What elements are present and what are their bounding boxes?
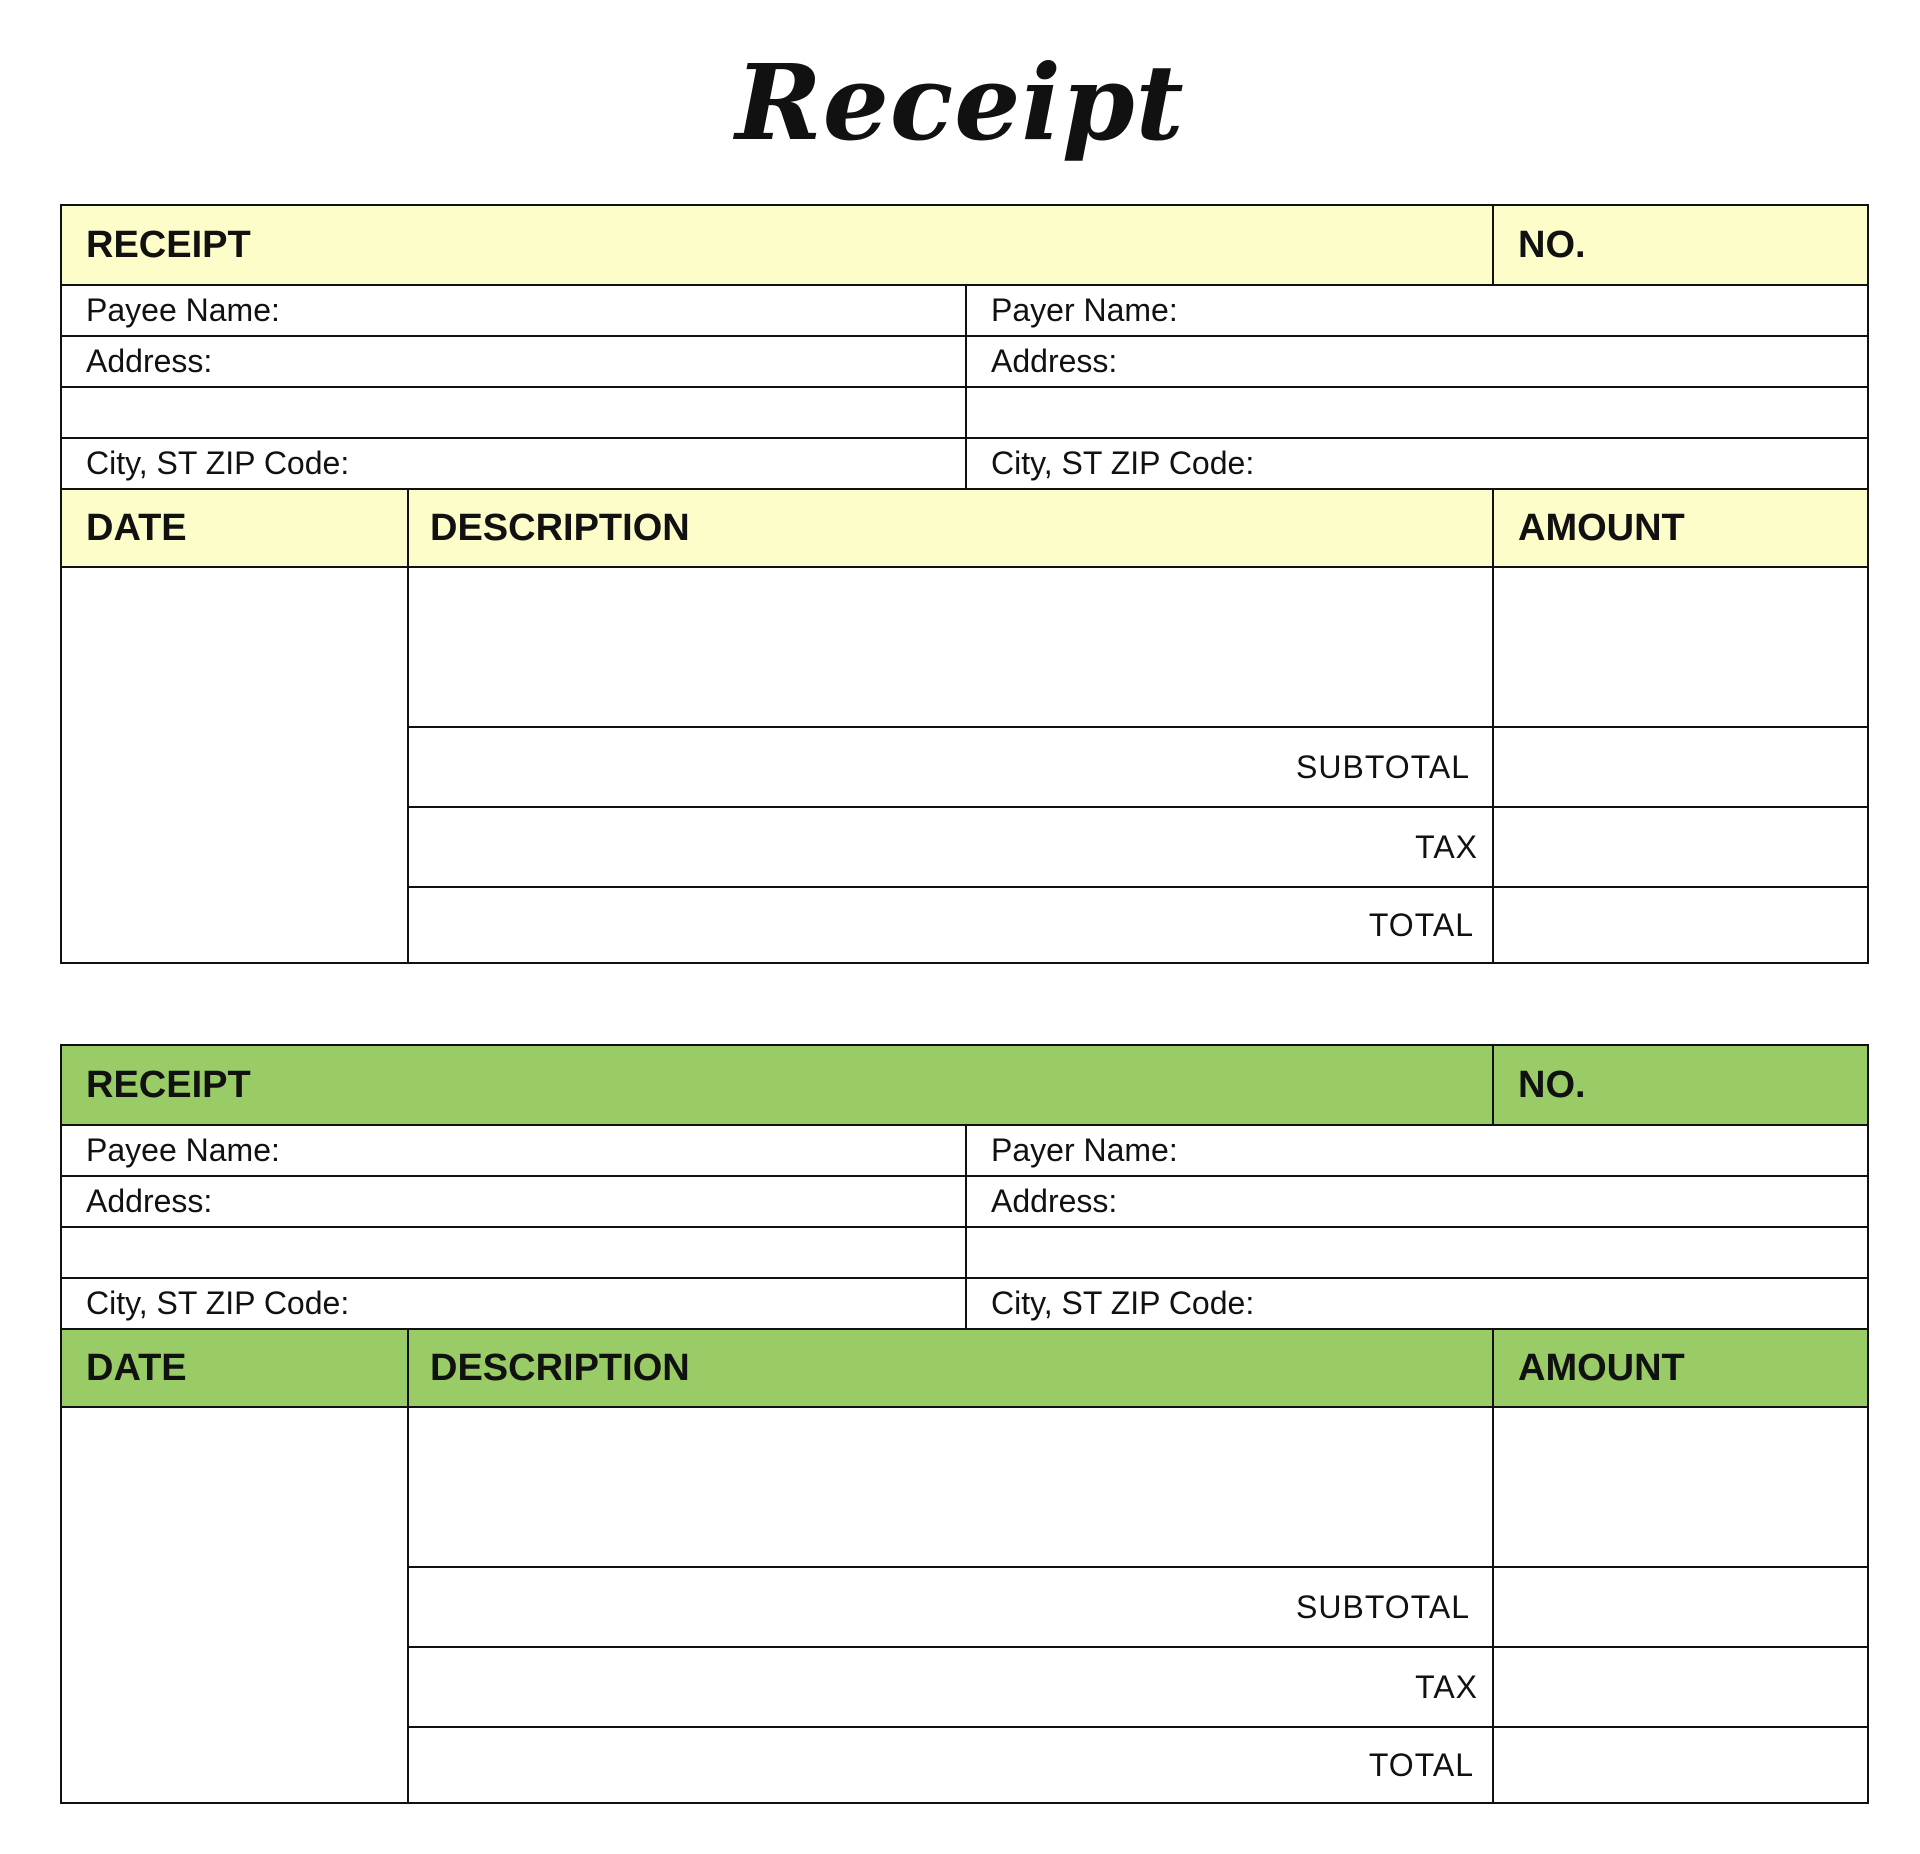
payer-name-field[interactable]: Payer Name: (991, 292, 1178, 328)
total-amount-cell[interactable] (1494, 888, 1867, 962)
payee-city-field[interactable]: City, ST ZIP Code: (86, 1285, 350, 1321)
payee-address-field[interactable]: Address: (86, 343, 213, 379)
date-cell[interactable] (62, 568, 407, 962)
receipt-label: RECEIPT (86, 223, 251, 266)
payer-address-field[interactable]: Address: (991, 1183, 1118, 1219)
total-amount-cell[interactable] (1494, 1728, 1867, 1802)
receipt-number-label: NO. (1518, 223, 1586, 266)
tax-label: TAX (1415, 1668, 1478, 1705)
payee-city-field[interactable]: City, ST ZIP Code: (86, 445, 350, 481)
payer-address-field[interactable]: Address: (991, 343, 1118, 379)
date-cell[interactable] (62, 1408, 407, 1802)
payer-address-line-2[interactable] (967, 388, 1867, 437)
description-cell[interactable] (409, 1408, 1492, 1566)
tax-amount-cell[interactable] (1494, 808, 1867, 886)
amount-column-header: AMOUNT (1518, 506, 1685, 549)
amount-column-header: AMOUNT (1518, 1346, 1685, 1389)
amount-cell[interactable] (1494, 568, 1867, 726)
payee-name-field[interactable]: Payee Name: (86, 292, 280, 328)
description-column-header: DESCRIPTION (430, 506, 690, 549)
payee-address-field[interactable]: Address: (86, 1183, 213, 1219)
description-column-header: DESCRIPTION (430, 1346, 690, 1389)
payer-name-field[interactable]: Payer Name: (991, 1132, 1178, 1168)
receipt-form-1 (60, 204, 1869, 964)
receipt-number-label: NO. (1518, 1063, 1586, 1106)
receipt-label: RECEIPT (86, 1063, 251, 1106)
payer-address-line-2[interactable] (967, 1228, 1867, 1277)
payee-address-line-2[interactable] (62, 1228, 965, 1277)
payee-address-line-2[interactable] (62, 388, 965, 437)
subtotal-label: SUBTOTAL (1296, 748, 1470, 785)
date-column-header: DATE (86, 506, 187, 549)
receipt-form-2 (60, 1044, 1869, 1804)
subtotal-amount-cell[interactable] (1494, 1568, 1867, 1646)
payee-name-field[interactable]: Payee Name: (86, 1132, 280, 1168)
tax-amount-cell[interactable] (1494, 1648, 1867, 1726)
payer-city-field[interactable]: City, ST ZIP Code: (991, 445, 1255, 481)
subtotal-label: SUBTOTAL (1296, 1588, 1470, 1625)
description-cell[interactable] (409, 568, 1492, 726)
page-title: Receipt (735, 41, 1185, 164)
date-column-header: DATE (86, 1346, 187, 1389)
payer-city-field[interactable]: City, ST ZIP Code: (991, 1285, 1255, 1321)
amount-cell[interactable] (1494, 1408, 1867, 1566)
subtotal-amount-cell[interactable] (1494, 728, 1867, 806)
tax-label: TAX (1415, 828, 1478, 865)
total-label: TOTAL (1368, 906, 1474, 943)
total-label: TOTAL (1368, 1746, 1474, 1783)
